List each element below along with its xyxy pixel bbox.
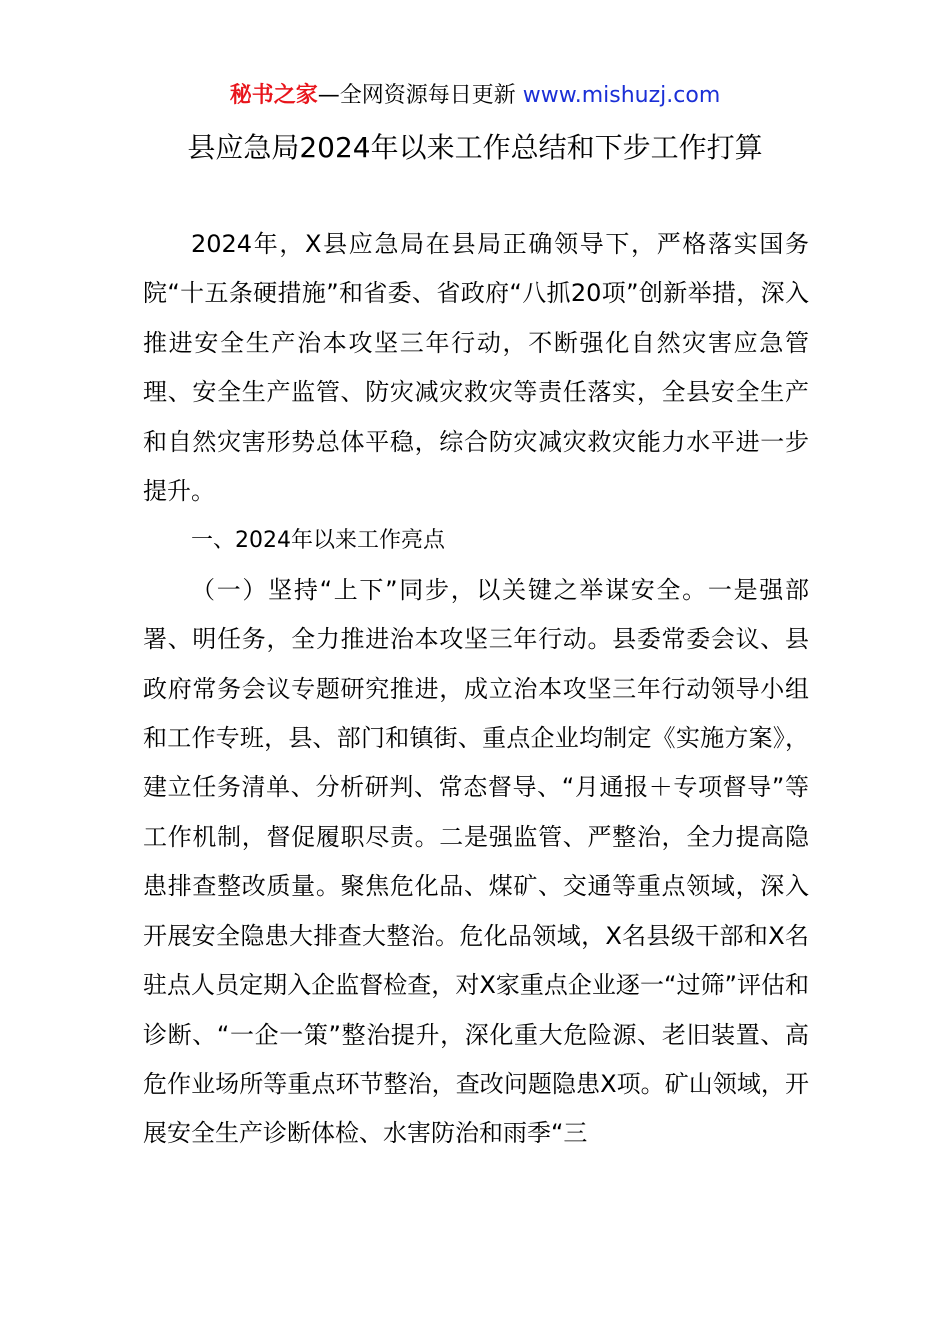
section-paragraph: （一）坚持“上下”同步，以关键之举谋安全。一是强部署、明任务，全力推进治本攻坚三年行动。县委常委会议、县政府常务会议专题研究推进，成立治本攻坚三年行动领导小组和工作专班，县、部门和镇街、重点企业均制定《实施方案》，建立任务清单、分析研判、常态督导、“月通报＋专项督导”等工作机制，督促履职尽责。二是强监管、严整治，全力提高隐患排查整改质量。聚焦危化品、煤矿、交通等重点领域，深入开展安全隐患大排查大整治。危化品领域，X名县级干部和X名驻点人员定期入企监督检查，对X家重点企业逐一“过筛”评估和诊断、“一企一策”整治提升，深化重大危险源、老旧装置、高危作业场所等重点环节整治，查改问题隐患X项。矿山领域，开展安全生产诊断体检、水害防治和雨季“三 bbox=[143, 575, 809, 1148]
site-url-link[interactable]: www.mishuzj.com bbox=[522, 83, 721, 108]
section-heading: 一、2024年以来工作亮点 bbox=[191, 528, 445, 554]
site-tagline: —全网资源每日更新 bbox=[317, 83, 516, 108]
intro-paragraph: 2024年，X县应急局在县局正确领导下，严格落实国务院“十五条硬措施”和省委、省政府“八抓20项”创新举措，深入推进安全生产治本攻坚三年行动，不断强化自然灾害应急管理、安全生产监管、防灾减灾救灾等责任落实，全县安全生产和自然灾害形势总体平稳，综合防灾减灾救灾能力水平进一步提升。 bbox=[143, 230, 809, 506]
site-header bbox=[0, 80, 950, 112]
document-body bbox=[143, 220, 809, 1159]
site-name: 秘书之家 bbox=[229, 83, 318, 108]
document-title: 县应急局2024年以来工作总结和下步工作打算 bbox=[187, 131, 763, 164]
